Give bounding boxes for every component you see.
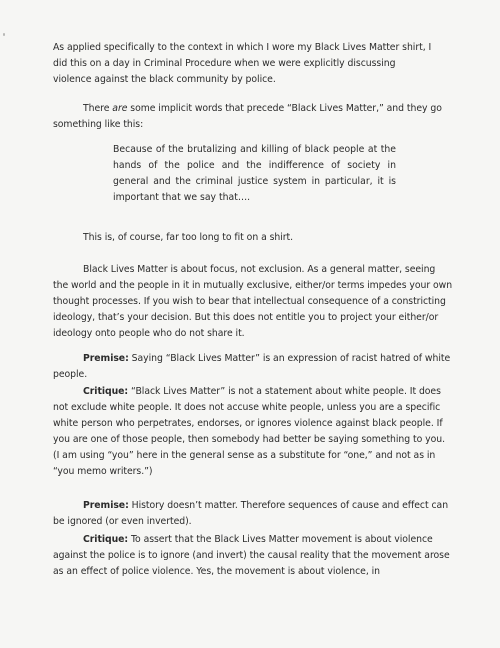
premise-label: Premise: [83, 500, 129, 511]
critique-label: Critique: [83, 534, 129, 545]
context-paragraph [53, 40, 453, 88]
critique-label: Critique: [83, 386, 129, 397]
implicit-text-1: There [83, 103, 113, 114]
critique-1-paragraph [53, 384, 453, 480]
premise-1-paragraph [53, 351, 453, 383]
scan-speck [3, 33, 5, 36]
critique-1-text: “Black Lives Matter” is not a statement about white people. It does not exclude white people. It does not accuse white people, unless you are a specific white person who perpetrates, endorses, or ignores violence against black people. If you are one of those people, then somebody had better be saying something to you. (I am using “you” here in the general sense as a substitute for “one,” and not as in “you memo writers.”) [53, 386, 445, 477]
implicit-words-paragraph [53, 101, 453, 133]
premise-1-text: Saying “Black Lives Matter” is an expression of racist hatred of white people. [53, 353, 451, 380]
premise-label: Premise: [83, 353, 129, 364]
context-line-1: As applied specifically to the context in which I wore my Black Lives Matter shirt, I [53, 42, 432, 53]
context-line-2: did this on a day in Criminal Procedure when we were explicitly discussing [53, 58, 396, 69]
critique-2-paragraph [53, 532, 453, 580]
implicit-text-2: some implicit words that precede “Black Lives Matter,” and they go something like this: [53, 103, 442, 130]
implicit-emphasis: are [112, 103, 128, 114]
context-line-3: violence against the black community by police. [53, 74, 276, 85]
critique-2-text: To assert that the Black Lives Matter movement is about violence against the police is to ignore (and invert) the causal reality that the movement arose as an effect of police violence. Yes, the movement is about violence, in [53, 534, 450, 577]
shirt-length-paragraph: This is, of course, far too long to fit on a shirt. [83, 232, 294, 243]
premise-2-text: History doesn’t matter. Therefore sequences of cause and effect can be ignored (or even inverted). [53, 500, 449, 527]
premise-2-paragraph [53, 498, 453, 530]
block-quote: Because of the brutalizing and killing of black people at the hands of the police and the indifference of society in general and the criminal justice system in particular, it is important that we say that…. [113, 144, 396, 203]
focus-paragraph: Black Lives Matter is about focus, not exclusion. As a general matter, seeing the world and the people in it in mutually exclusive, either/or terms impedes your own thought processes. If you wish to bear that intellectual consequence of a constricting ideology, that’s your decision. But this does not entitle you to project your either/or ideology onto people who do not share it. [53, 264, 453, 339]
